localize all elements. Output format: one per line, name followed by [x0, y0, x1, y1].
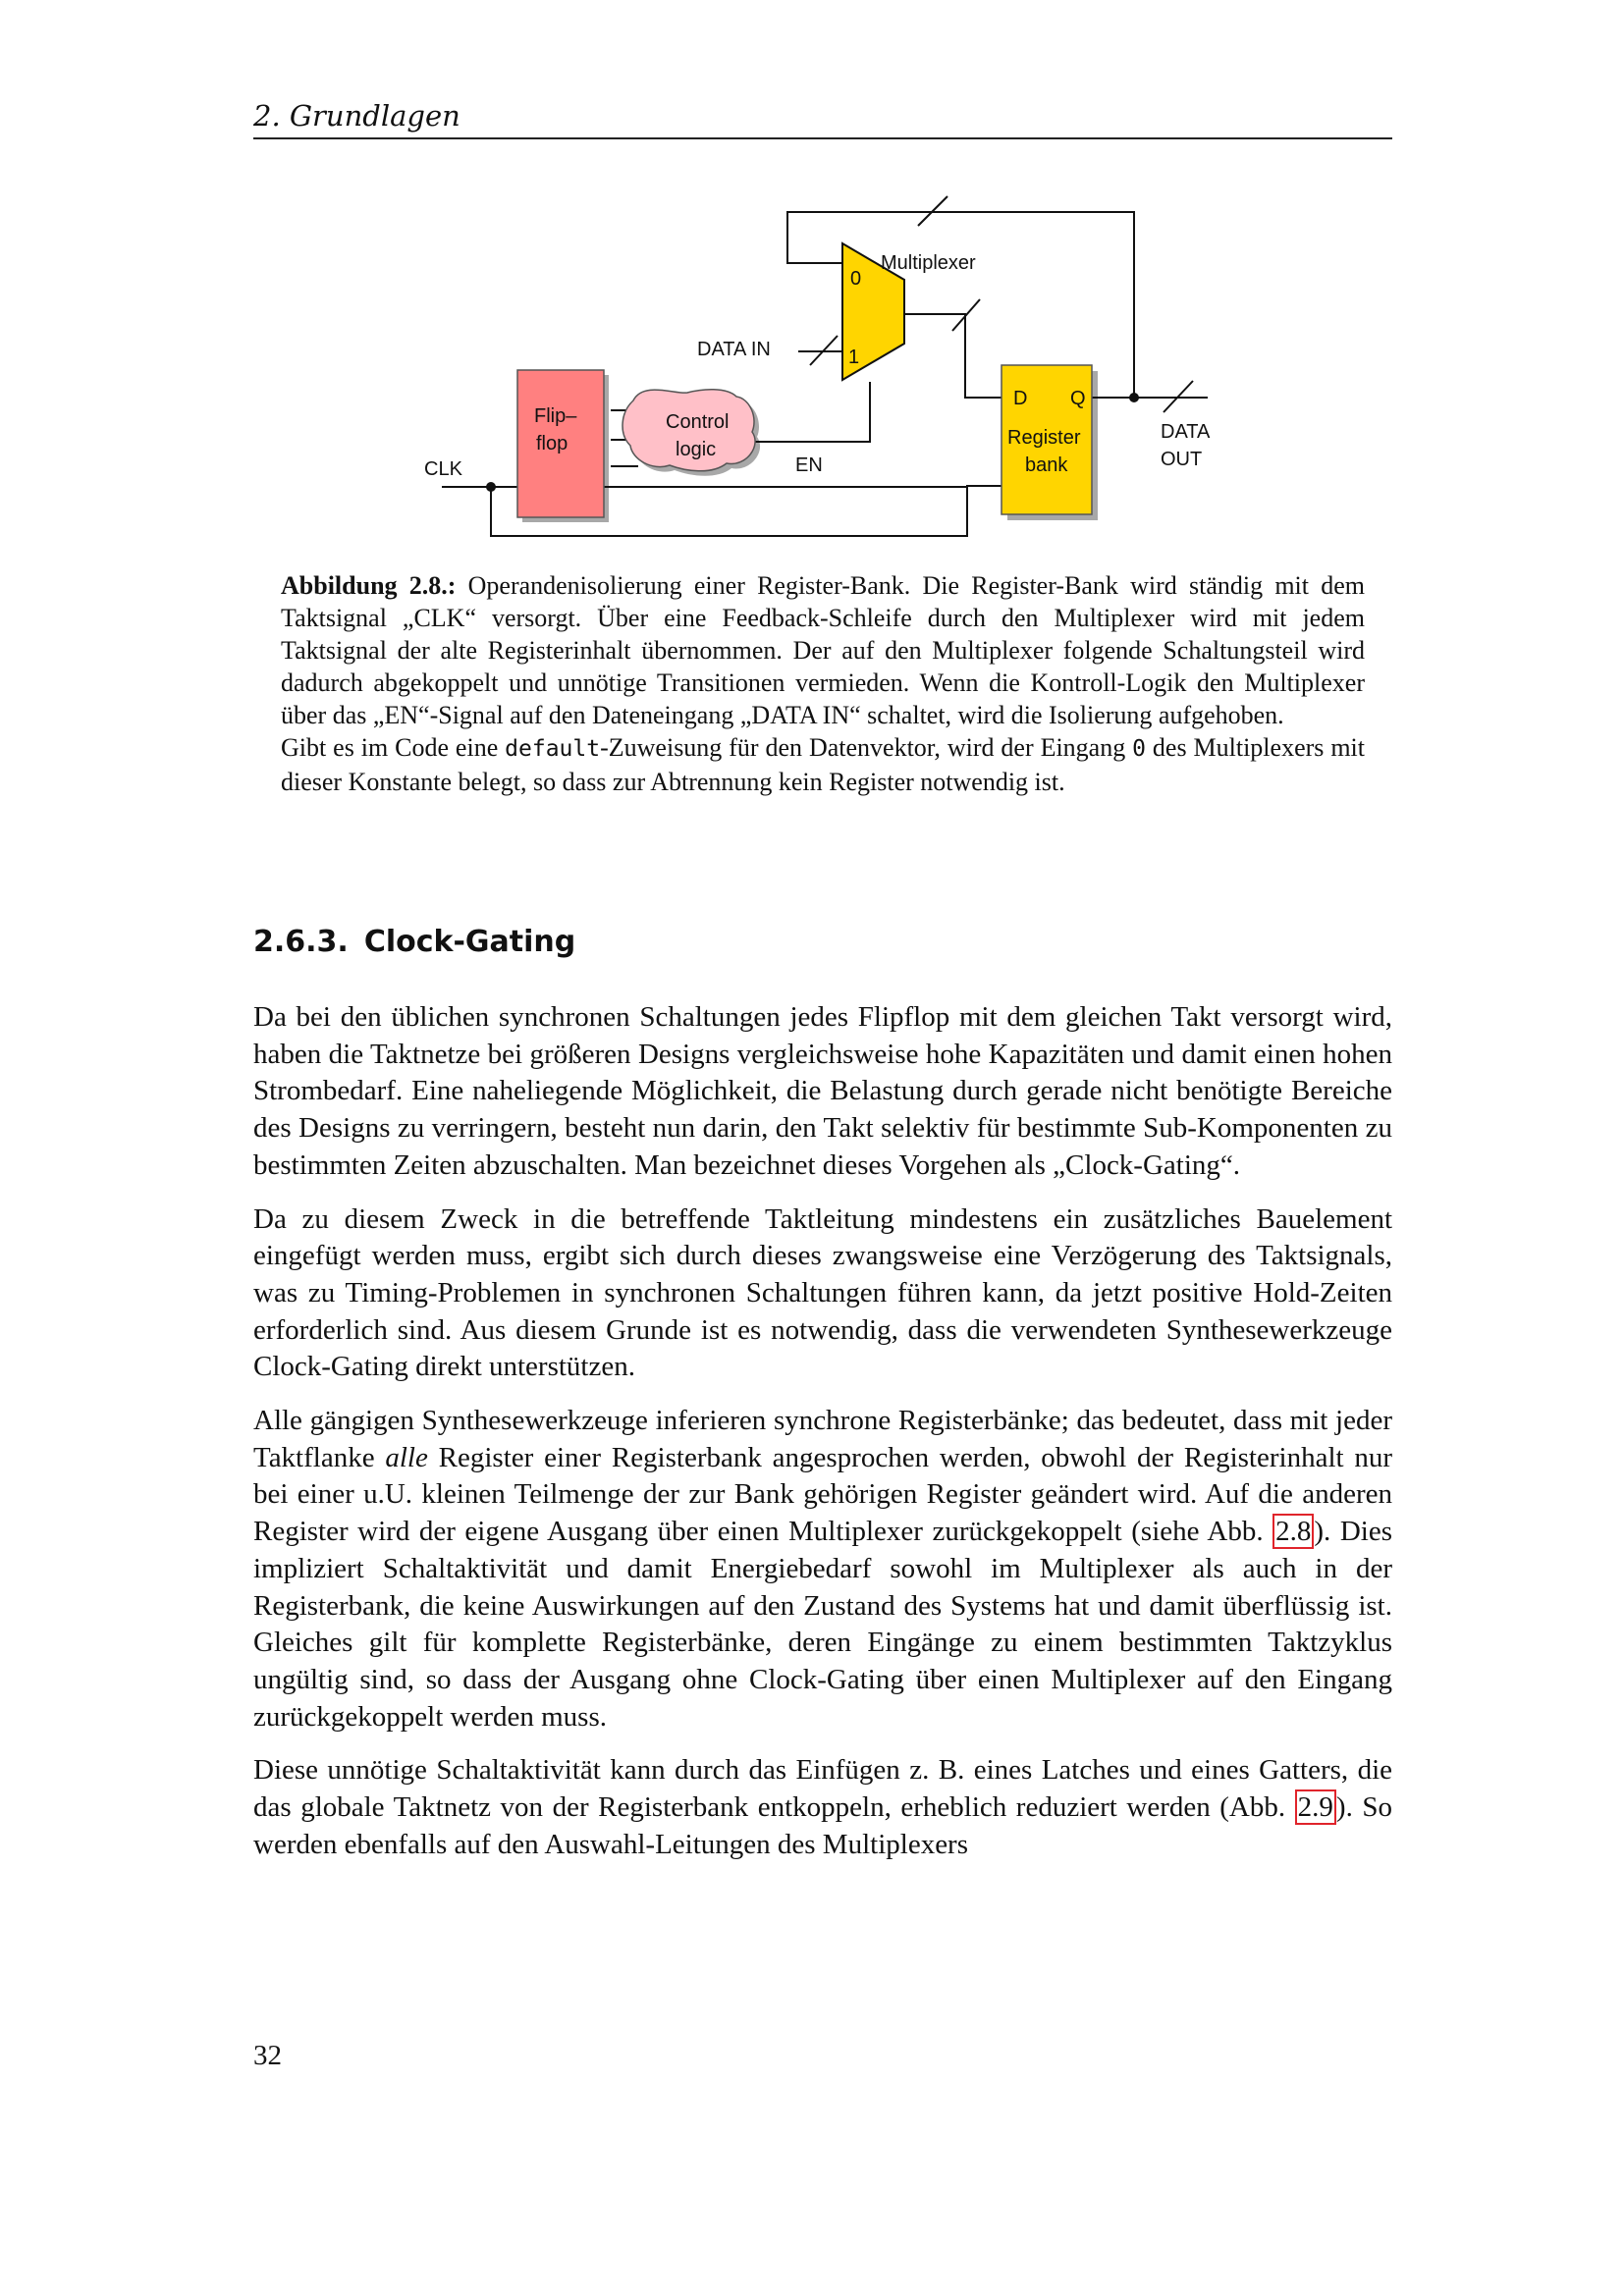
running-header: 2. Grundlagen — [253, 99, 460, 133]
caption-code-zero: 0 — [1132, 736, 1146, 762]
page-number: 32 — [253, 2040, 282, 2071]
body-p3-b: Register einer Registerbank angesprochen werden, obwohl der Registerinhalt nur bei einer u.U. kleinen Teilmenge der zur Bank gehörigen Register geändert wird. Auf die anderen Register wird der eigene Ausgang über einen Multiplexer zurückgekoppelt (siehe Abb. — [253, 1441, 1393, 1548]
register-d-label: D — [1013, 388, 1028, 409]
section-number: 2.6.3. — [253, 925, 349, 959]
body-paragraph-2: Da zu diesem Zweck in die betreffende Taktleitung mindestens ein zusätzliches Bauelement eingefügt werden muss, ergibt sich durch dieses zwangsweise eine Verzögerung des Taktsignals, was zu Timing-Problemen in synchronen Schaltungen führen kann, da jetzt positive Hold-Zeiten erforderlich sind. Aus diesem Grunde ist es notwendig, dass die verwendeten Synthesewerkzeuge Clock-Gating direkt unterstützen. — [253, 1202, 1392, 1383]
en-label: EN — [795, 454, 823, 476]
caption-label: Abbildung 2.8.: — [281, 571, 457, 600]
caption-code-default: default — [505, 736, 601, 762]
caption-text-2b: -Zuweisung für den Datenvektor, wird der Eingang — [600, 733, 1133, 762]
data-out-label-2: OUT — [1161, 449, 1203, 470]
register-bank-figure — [412, 187, 1227, 550]
caption-paragraph-2 — [281, 731, 1365, 798]
multiplexer-label: Multiplexer — [881, 252, 976, 274]
register-bank-label-2: bank — [1025, 454, 1068, 476]
clk-junction — [486, 482, 496, 492]
section-title: Clock-Gating — [363, 925, 576, 959]
figure-ref-2-9-link[interactable]: 2.9 — [1295, 1789, 1336, 1825]
mux-input-1-label: 1 — [848, 347, 860, 368]
caption-text-2c: des Multiplexers mit dieser Konstante belegt, so dass zur Abtrennung kein Register notwendig ist. — [281, 733, 1365, 796]
control-logic-label-1: Control — [666, 411, 730, 433]
flipflop-label-1: Flip– — [534, 405, 577, 427]
body-p3-a: Alle gängigen Synthesewerkzeuge inferieren synchrone Registerbänke; das bedeutet, dass mit jeder Taktflanke — [253, 1405, 1392, 1473]
data-out-label-1: DATA — [1161, 421, 1211, 443]
register-q-label: Q — [1070, 388, 1086, 409]
body-p3-c: ). Dies impliziert Schaltaktivität und damit Energiebedarf sowohl im Multiplexer als auch in der Registerbank, die keine Auswirkungen auf den Zustand des Systems hat und damit überflüssig ist. Gleiches gilt für komplette Registerbänke, deren Eingänge zu einem bestimmten Taktzyklus ungültig sind, so dass der Ausgang ohne Clock-Gating über einen Multiplexer auf den Eingang zurückgekoppelt werden muss. — [253, 1516, 1392, 1733]
body-p3-emphasis: alle — [385, 1441, 428, 1473]
control-logic-label-2: logic — [676, 439, 717, 460]
caption-paragraph-1 — [281, 569, 1365, 731]
figure-ref-2-8-link[interactable]: 2.8 — [1272, 1514, 1314, 1549]
body-p4-b: ). So werden ebenfalls auf den Auswahl-Leitungen des Multiplexers — [253, 1791, 1392, 1860]
register-bank-label-1: Register — [1007, 427, 1081, 449]
body-text — [253, 999, 1392, 1880]
figure-caption — [281, 569, 1365, 798]
body-paragraph-1: Da bei den üblichen synchronen Schaltungen jedes Flipflop mit dem gleichen Takt versorgt wird, haben die Taktnetze bei größeren Designs vergleichsweise hohe Kapazitäten und damit einen hohen Strombedarf. Eine naheliegende Möglichkeit, die Belastung durch gerade nicht benötigte Bereiche des Designs zu verringern, besteht nun darin, den Takt selektiv für bestimmte Sub-Komponenten zu bestimmten Zeiten abzuschalten. Man bezeichnet dieses Vorgehen als „Clock-Gating“. — [253, 1001, 1392, 1181]
body-paragraph-4 — [253, 1752, 1392, 1863]
caption-text-1: Operandenisolierung einer Register-Bank. Die Register-Bank wird ständig mit dem Taktsignal „CLK“ versorgt. Über eine Feedback-Schleife durch den Multiplexer wird mit jedem Taktsignal der alte Registerinhalt übernommen. Der auf den Multiplexer folgende Schaltungsteil wird dadurch abgekoppelt und unnötige Transitionen vermieden. Wenn die Kontroll-Logik den Multiplexer über das „EN“-Signal auf den Dateneingang „DATA IN“ schaltet, wird die Isolierung aufgehoben. — [281, 571, 1365, 729]
mux-input-0-label: 0 — [850, 268, 862, 290]
body-paragraph-3 — [253, 1403, 1392, 1735]
mux-output-wire — [904, 314, 1001, 398]
flipflop-label-2: flop — [536, 433, 568, 454]
data-in-label: DATA IN — [697, 339, 771, 360]
section-heading — [253, 923, 1392, 962]
body-p4-a: Diese unnötige Schaltaktivität kann durch das Einfügen z. B. eines Latches und eines Gatters, die das globale Taktnetz von der Registerbank entkoppeln, erheblich reduziert werden (Abb. — [253, 1754, 1392, 1824]
header-rule — [253, 137, 1392, 139]
clk-label: CLK — [424, 458, 462, 480]
data-out-junction — [1129, 393, 1139, 402]
caption-text-2a: Gibt es im Code eine — [281, 733, 506, 762]
